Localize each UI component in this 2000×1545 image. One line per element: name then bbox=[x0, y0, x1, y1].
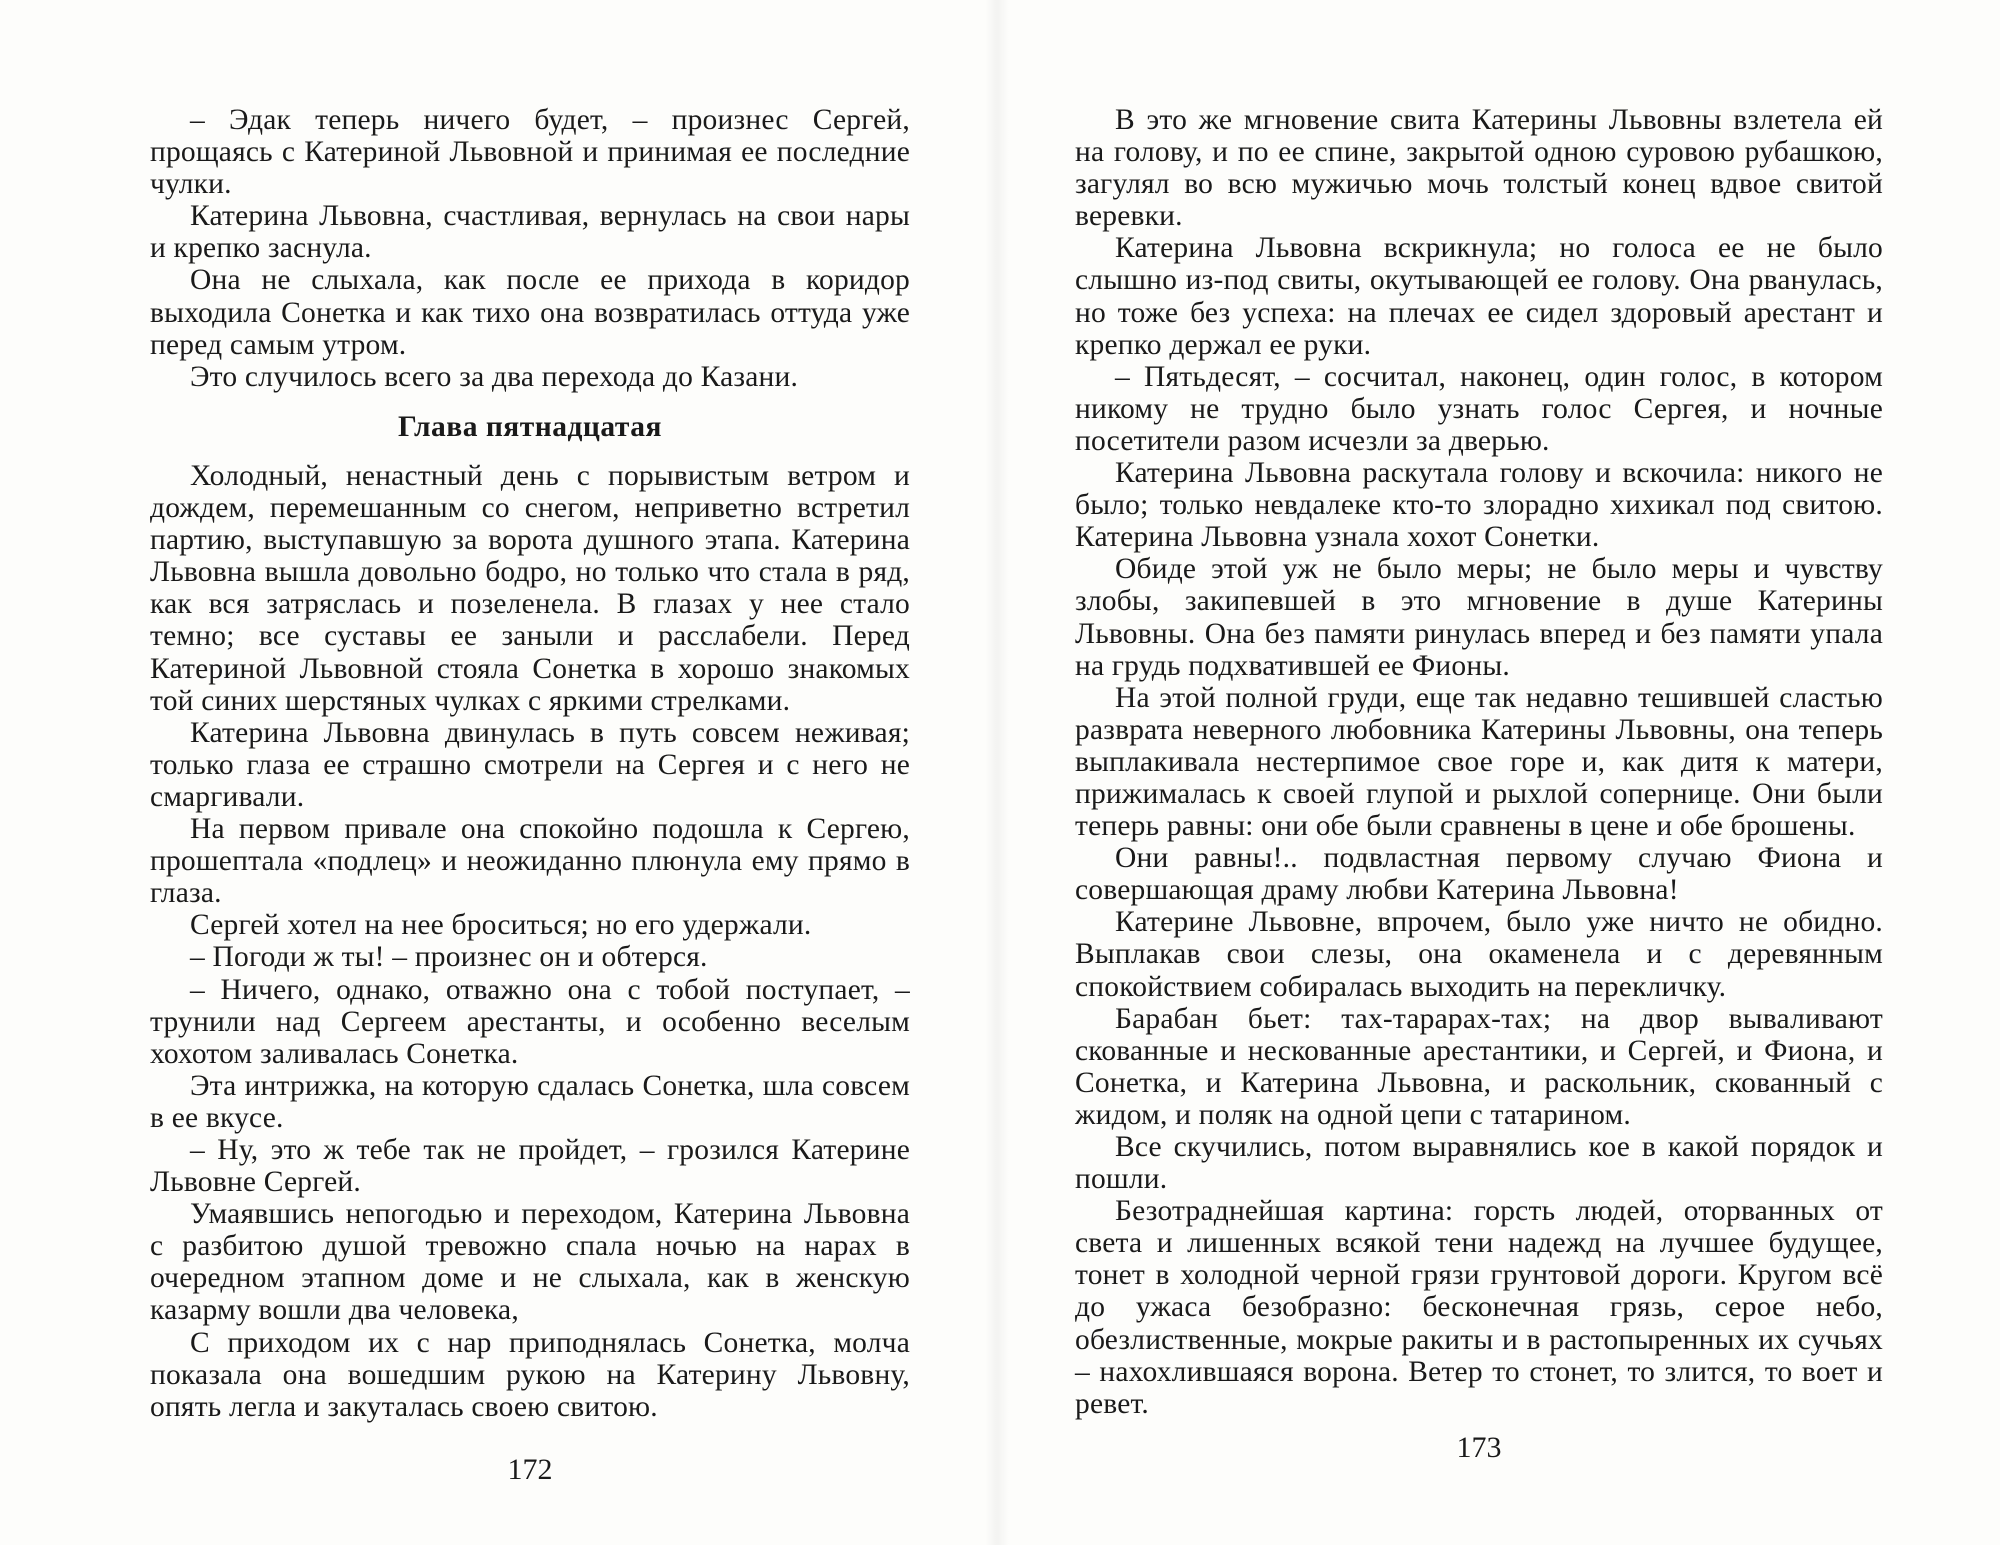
left-page-top-text bbox=[150, 104, 910, 393]
paragraph: – Погоди ж ты! – произнес он и обтерся. bbox=[190, 941, 708, 974]
paragraph: С приходом их с нар приподнялась Сонетка, молча показала она вошедшим рукою на Катерину Львовну, опять легла и закуталась своею свитою. bbox=[150, 1326, 910, 1423]
paragraph: На этой полной груди, еще так недавно тешившей сластью разврата неверного любовника Катерины Львовны, она теперь выплакивала нестерпимое свое горе и, как дитя к матери, прижималась к своей глупой и рыхлой сопернице. Они были теперь равны: они обе были сравнены в цене и обе брошены. bbox=[1075, 681, 1883, 843]
paragraph: Катерина Львовна раскутала голову и вскочила: никого не было; только невдалеке кто-то злорадно хихикал под свитою. Катерина Львовна узнала хохот Сонетки. bbox=[1075, 457, 1883, 554]
paragraph: – Ну, это ж тебе так не пройдет, – грозился Катерине Львовне Сергей. bbox=[150, 1133, 910, 1199]
paragraph: Они равны!.. подвластная первому случаю Фиона и совершающая драму любви Катерина Львовна! bbox=[1075, 842, 1883, 907]
paragraph: Катерина Львовна, счастливая, вернулась на свои нары и крепко заснула. bbox=[150, 200, 910, 265]
paragraph: Барабан бьет: тах-тарарах-тах; на двор вываливают скованные и нескованные арестантики, и Сергей, и Фиона, и Сонетка, и Катерина Львовна, и раскольник, скованный с жидом, и поляк на одной цепи с татарином. bbox=[1075, 1002, 1883, 1131]
paragraph: Катерина Львовна двинулась в путь совсем неживая; только глаза ее страшно смотрели на Сергея и с него не смаргивали. bbox=[150, 716, 910, 813]
paragraph: В это же мгновение свита Катерины Львовны взлетела ей на голову, и по ее спине, закрытой одною суровою рубашкою, загулял во всю мужичью мочь толстый конец вдвое свитой веревки. bbox=[1075, 104, 1883, 233]
right-page-body-text bbox=[1075, 104, 1883, 1420]
paragraph: Холодный, ненастный день с порывистым ветром и дождем, перемешанным со снегом, неприветно встретил партию, выступавшую за ворота душного этапа. Катерина Львовна вышла довольно бодро, но только что стала в ряд, как вся затряслась и позеленела. В глазах у нее стало темно; все суставы ее заныли и расслабели. Перед Катериной Львовной стояла Сонетка в хорошо знакомых той синих шерстяных чулках с яркими стрелками. bbox=[150, 460, 910, 717]
page-number: 173 bbox=[1456, 1431, 1502, 1464]
paragraph: Катерине Львовне, впрочем, было уже ничто не обидно. Выплакав свои слезы, она окаменела и с деревянным спокойствием собиралась выходить на перекличку. bbox=[1075, 906, 1883, 1003]
paragraph: Это случилось всего за два перехода до Казани. bbox=[190, 360, 799, 393]
paragraph: Эта интрижка, на которую сдалась Сонетка, шла совсем в ее вкусе. bbox=[150, 1069, 910, 1134]
paragraph: Умаявшись непогодью и переходом, Катерина Львовна с разбитою душой тревожно спала ночью на нарах в очередном этапном доме и не слыхала, как в женскую казарму вошли два человека, bbox=[150, 1198, 910, 1327]
paragraph: Безотраднейшая картина: горсть людей, оторванных от света и лишенных всякой тени надежд на лучшее будущее, тонет в холодной черной грязи грунтовой дороги. Кругом всё до ужаса безобразно: бесконечная грязь, серое небо, обезлиственные, мокрые ракиты и в растопыренных их сучьях – нахохлившаяся ворона. Ветер то стонет, то злится, то воет и ревет. bbox=[1075, 1195, 1883, 1420]
paragraph: – Ничего, однако, отважно она с тобой поступает, – трунили над Сергеем арестанты, и особенно веселым хохотом заливалась Сонетка. bbox=[150, 973, 910, 1070]
book-gutter bbox=[985, 0, 1009, 1545]
chapter-title: Глава пятнадцатая bbox=[398, 411, 662, 443]
paragraph: Обиде этой уж не было меры; не было меры и чувству злобы, закипевшей в это мгновение в душе Катерины Львовны. Она без памяти ринулась вперед и без памяти упала на грудь подхватившей ее Фионы. bbox=[1075, 553, 1883, 682]
page-number: 172 bbox=[507, 1453, 553, 1486]
left-page-body-text bbox=[150, 460, 910, 1423]
paragraph: Катерина Львовна вскрикнула; но голоса ее не было слышно из-под свиты, окутывающей ее голову. Она рванулась, но тоже без успеха: на плечах ее сидел здоровый арестант и крепко держал ее руки. bbox=[1075, 232, 1883, 361]
paragraph: Все скучились, потом выравнялись кое в какой порядок и пошли. bbox=[1075, 1131, 1883, 1196]
paragraph: Сергей хотел на нее броситься; но его удержали. bbox=[190, 909, 812, 942]
paragraph: – Пятьдесят, – сосчитал, наконец, один голос, в котором никому не трудно было узнать голос Сергея, и ночные посетители разом исчезли за дверью. bbox=[1075, 360, 1883, 457]
paragraph: На первом привале она спокойно подошла к Сергею, прошептала «подлец» и неожиданно плюнула ему прямо в глаза. bbox=[150, 813, 910, 910]
paragraph: Она не слыхала, как после ее прихода в коридор выходила Сонетка и как тихо она возвратилась оттуда уже перед самым утром. bbox=[150, 264, 910, 361]
paragraph: – Эдак теперь ничего будет, – произнес Сергей, прощаясь с Катериной Львовной и принимая ее последние чулки. bbox=[150, 104, 910, 201]
